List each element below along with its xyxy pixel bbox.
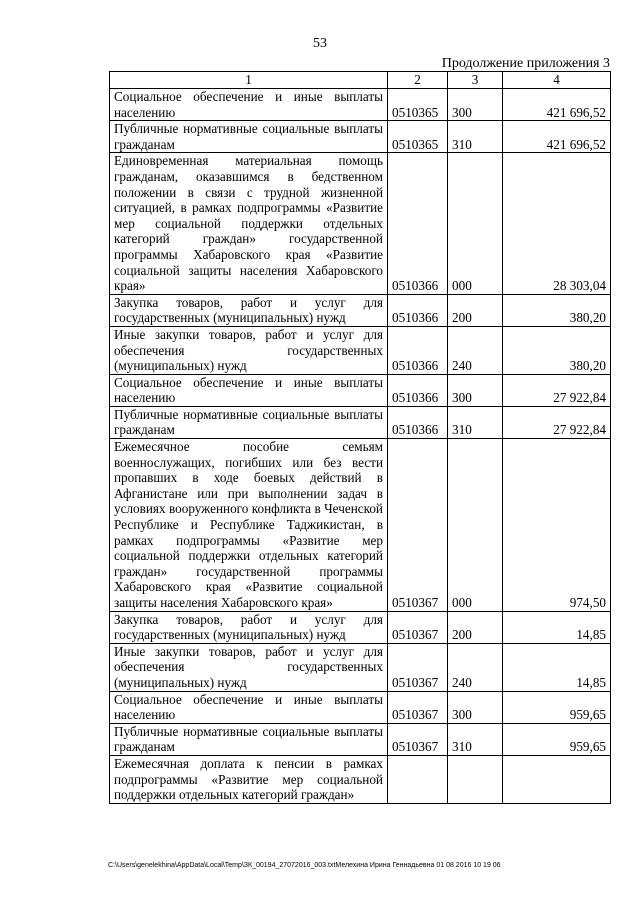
- row-code-cell: [388, 755, 448, 803]
- row-amount-cell: 380,20: [503, 326, 611, 374]
- row-name-cell: Ежемесячное пособие семьям военнослужащих, погибших или без вести пропавших в ходе боевых действий в Афганистане или при выполнении задач в условиях вооруженного конфликта в Чеченской Республике и Республике Таджикистан, в рамках подпрограммы «Развитие мер социальной поддержки отдельных категорий граждан» государственной программы Хабаровского края «Развитие социальной защиты населения Хабаровского края»: [110, 439, 388, 612]
- row-name-cell: Ежемесячная доплата к пенсии в рамках подпрограммы «Развитие мер социальной поддержки отдельных категорий граждан»: [110, 755, 388, 803]
- row-type-cell: 000: [448, 153, 503, 294]
- row-amount-cell: 959,65: [503, 691, 611, 723]
- appendix-continuation-label: Продолжение приложения 3: [441, 56, 610, 71]
- row-amount-cell: [503, 755, 611, 803]
- table-body: [110, 89, 611, 804]
- row-name-cell: Иные закупки товаров, работ и услуг для обеспечения государственных (муниципальных) нужд: [110, 643, 388, 691]
- row-name-cell: Социальное обеспечение и иные выплаты населению: [110, 89, 388, 121]
- table-row: [110, 406, 611, 438]
- row-name-cell: Публичные нормативные социальные выплаты гражданам: [110, 723, 388, 755]
- table-row: [110, 691, 611, 723]
- table-row: [110, 153, 611, 294]
- budget-table: [109, 71, 611, 804]
- row-code-cell: 0510366: [388, 326, 448, 374]
- column-header-type: 3: [448, 72, 503, 89]
- row-name-cell: Единовременная материальная помощь гражданам, оказавшимся в бедственном положении в связи с трудной жизненной ситуацией, в рамках подпрограммы «Развитие мер социальной поддержки отдельных категорий граждан» государственной программы Хабаровского края «Развитие социальной защиты населения Хабаровского края»: [110, 153, 388, 294]
- table-row: [110, 89, 611, 121]
- column-header-name: 1: [110, 72, 388, 89]
- table-row: [110, 723, 611, 755]
- row-name-cell: Иные закупки товаров, работ и услуг для обеспечения государственных (муниципальных) нужд: [110, 326, 388, 374]
- row-amount-cell: 974,50: [503, 439, 611, 612]
- row-amount-cell: 14,85: [503, 643, 611, 691]
- row-code-cell: 0510365: [388, 121, 448, 153]
- row-name-cell: Публичные нормативные социальные выплаты гражданам: [110, 121, 388, 153]
- table-row: [110, 374, 611, 406]
- table-row: [110, 326, 611, 374]
- row-amount-cell: 14,85: [503, 611, 611, 643]
- row-code-cell: 0510366: [388, 294, 448, 326]
- page-number: 53: [313, 36, 327, 51]
- table-row: [110, 643, 611, 691]
- column-header-code: 2: [388, 72, 448, 89]
- table-row: [110, 294, 611, 326]
- row-type-cell: 300: [448, 691, 503, 723]
- row-type-cell: 000: [448, 439, 503, 612]
- row-type-cell: 300: [448, 374, 503, 406]
- table-header-row: [110, 72, 611, 89]
- row-type-cell: 310: [448, 121, 503, 153]
- row-code-cell: 0510367: [388, 439, 448, 612]
- row-code-cell: 0510367: [388, 611, 448, 643]
- row-code-cell: 0510367: [388, 691, 448, 723]
- row-amount-cell: 28 303,04: [503, 153, 611, 294]
- row-name-cell: Закупка товаров, работ и услуг для государственных (муниципальных) нужд: [110, 294, 388, 326]
- row-name-cell: Закупка товаров, работ и услуг для государственных (муниципальных) нужд: [110, 611, 388, 643]
- table-row: [110, 439, 611, 612]
- row-amount-cell: 421 696,52: [503, 89, 611, 121]
- row-type-cell: 200: [448, 294, 503, 326]
- row-amount-cell: 421 696,52: [503, 121, 611, 153]
- table-row: [110, 755, 611, 803]
- table-row: [110, 611, 611, 643]
- row-amount-cell: 27 922,84: [503, 406, 611, 438]
- row-type-cell: 300: [448, 89, 503, 121]
- row-amount-cell: 959,65: [503, 723, 611, 755]
- row-code-cell: 0510366: [388, 374, 448, 406]
- column-header-amount: 4: [503, 72, 611, 89]
- row-name-cell: Социальное обеспечение и иные выплаты населению: [110, 691, 388, 723]
- row-name-cell: Публичные нормативные социальные выплаты гражданам: [110, 406, 388, 438]
- row-amount-cell: 380,20: [503, 294, 611, 326]
- row-code-cell: 0510365: [388, 89, 448, 121]
- row-code-cell: 0510366: [388, 153, 448, 294]
- row-code-cell: 0510366: [388, 406, 448, 438]
- row-type-cell: 240: [448, 643, 503, 691]
- row-type-cell: 310: [448, 406, 503, 438]
- row-name-cell: Социальное обеспечение и иные выплаты населению: [110, 374, 388, 406]
- row-type-cell: [448, 755, 503, 803]
- table-row: [110, 121, 611, 153]
- row-code-cell: 0510367: [388, 643, 448, 691]
- row-type-cell: 240: [448, 326, 503, 374]
- row-type-cell: 310: [448, 723, 503, 755]
- file-path-footer: C:\Users\genelekhina\AppData\Local\Temp\ЗК_00194_27072016_003.txtМелехина Ирина Геннадьевна 01 08 2016 10 19 06: [108, 862, 501, 869]
- row-type-cell: 200: [448, 611, 503, 643]
- row-code-cell: 0510367: [388, 723, 448, 755]
- row-amount-cell: 27 922,84: [503, 374, 611, 406]
